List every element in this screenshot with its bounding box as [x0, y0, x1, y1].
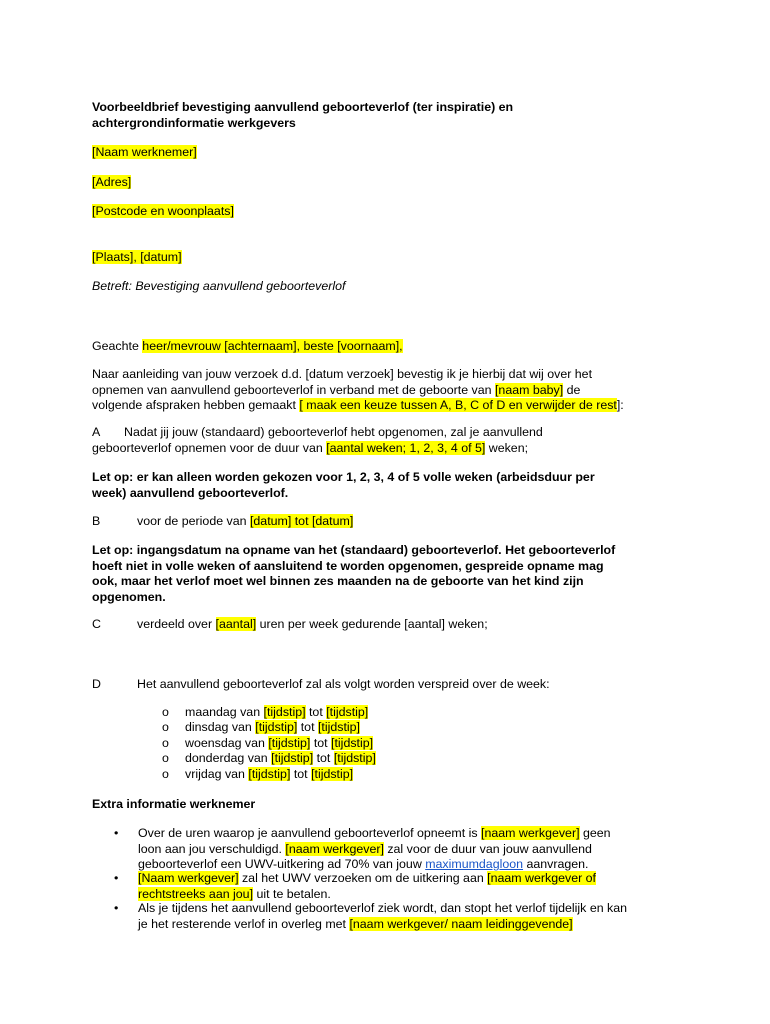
option-a-label: A — [92, 425, 101, 439]
list-item: o dinsdag van [tijdstip] tot [tijdstip] — [162, 720, 360, 734]
extra-item-2: [Naam werkgever] zal het UWV verzoeken om de uitkering aan [naam werkgever of rechtstreeks aan jou] uit te betalen. — [138, 871, 596, 901]
option-c-label: C — [92, 617, 101, 631]
note-option-a: Let op: er kan alleen worden gekozen voor 1, 2, 3, 4 of 5 volle weken (arbeidsduur per week) aanvullend geboorteverlof. — [92, 470, 595, 500]
maximumdagloon-link[interactable]: maximumdagloon — [425, 857, 524, 871]
option-d-text: Het aanvullend geboorteverlof zal als volgt worden verspreid over de week: — [137, 677, 550, 691]
option-b-text: voor de periode van [datum] tot [datum] — [137, 514, 354, 528]
bullet: • — [114, 826, 119, 840]
place-date: [Plaats], [datum] — [92, 250, 182, 264]
recipient-name: [Naam werknemer] — [92, 145, 197, 159]
option-b-label: B — [92, 514, 101, 528]
bullet: • — [114, 901, 119, 915]
extra-info-heading: Extra informatie werknemer — [92, 797, 256, 811]
subject-line: Betreft: Bevestiging aanvullend geboorteverlof — [92, 279, 346, 293]
option-a-text: Nadat jij jouw (standaard) geboorteverlof hebt opgenomen, zal je aanvullend geboorteverlof opnemen voor de duur van [aantal weken; 1, 2, 3, 4 of 5] weken; — [92, 425, 543, 455]
intro-paragraph: Naar aanleiding van jouw verzoek d.d. [datum verzoek] bevestig ik je hierbij dat wij over het opnemen van aanvullend geboorteverlof in verband met de geboorte van [naam baby] de volgende afspraken hebben gemaakt [ maak een keuze tussen A, B, C of D en verwijder de rest]: — [92, 367, 624, 412]
option-d-label: D — [92, 677, 101, 691]
list-item: o maandag van [tijdstip] tot [tijdstip] — [162, 705, 369, 719]
extra-item-3: Als je tijdens het aanvullend geboorteverlof ziek wordt, dan stopt het verlof tijdelijk en kan je het resterende verlof in overleg met [naam werkgever/ naam leidinggevende] — [138, 901, 628, 931]
title-line-1: Voorbeeldbrief bevestiging aanvullend geboorteverlof (ter inspiratie) en — [92, 100, 514, 114]
list-item: o vrijdag van [tijdstip] tot [tijdstip] — [162, 767, 354, 781]
title-line-2: achtergrondinformatie werkgevers — [92, 115, 296, 130]
document-title — [92, 100, 692, 131]
salutation: Geachte heer/mevrouw [achternaam], beste [voornaam], — [92, 339, 403, 353]
recipient-postcode: [Postcode en woonplaats] — [92, 204, 234, 218]
recipient-address: [Adres] — [92, 175, 132, 189]
list-item: o donderdag van [tijdstip] tot [tijdstip] — [162, 751, 376, 765]
note-option-b: Let op: ingangsdatum na opname van het (standaard) geboorteverlof. Het geboorteverlof hoeft niet in volle weken of aansluitend te worden opgenomen, gespreide opname mag ook, maar het verlof moet wel binnen zes maanden na de geboorte van het kind zijn opgenomen. — [92, 543, 616, 604]
list-item: o woensdag van [tijdstip] tot [tijdstip] — [162, 736, 374, 750]
bullet: • — [114, 871, 119, 885]
option-c-text: verdeeld over [aantal] uren per week gedurende [aantal] weken; — [137, 617, 488, 631]
extra-item-1: Over de uren waarop je aanvullend geboorteverlof opneemt is [naam werkgever] geen loon aan jou verschuldigd. [naam werkgever] zal voor de duur van jouw aanvullend geboorteverlof een UWV-uitkering ad 70% van jouw maximumdagloon aanvragen. — [138, 826, 611, 871]
